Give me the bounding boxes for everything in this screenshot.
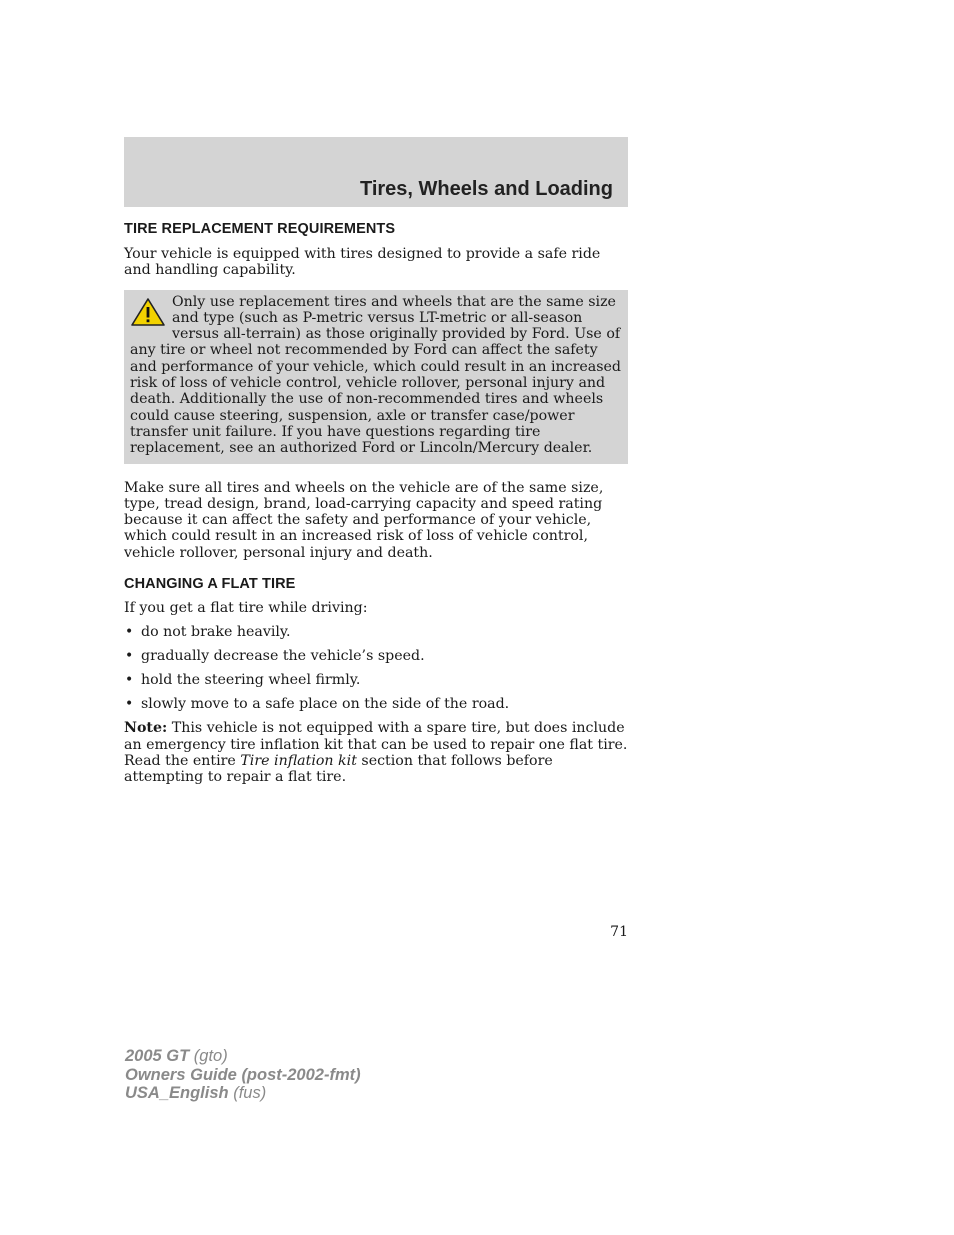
list-item-text: gradually decrease the vehicle’s speed.: [141, 648, 425, 665]
warning-box: [124, 290, 628, 464]
chapter-title: Tires, Wheels and Loading: [359, 178, 613, 200]
note-label: Note:: [124, 720, 168, 737]
flat-tire-intro: If you get a flat tire while driving:: [124, 600, 368, 617]
list-item-text: do not brake heavily.: [141, 624, 291, 641]
footer-model-code: (gto): [189, 1047, 228, 1065]
note-paragraph: [124, 720, 628, 785]
footer-line-2: [125, 1066, 361, 1085]
flat-tire-steps-list: [124, 624, 628, 712]
note-text-part2: section that follows before attempting to repair a flat tire.: [124, 752, 553, 786]
list-item: [124, 648, 628, 664]
bullet-dot-icon: •: [125, 672, 134, 689]
bullet-dot-icon: •: [125, 696, 134, 713]
page-number: 71: [610, 924, 628, 940]
note-italic-reference: Tire inflation kit: [240, 752, 357, 769]
manual-page: [124, 137, 628, 785]
chapter-header-band: [124, 137, 628, 207]
tire-replacement-intro: Your vehicle is equipped with tires designed to provide a safe ride and handling capability.: [124, 246, 601, 279]
footer-line-1: [125, 1047, 361, 1066]
warning-triangle-icon: [130, 297, 166, 327]
footer-line-3: [125, 1084, 361, 1103]
section-heading-tire-replacement: TIRE REPLACEMENT REQUIREMENTS: [124, 221, 396, 237]
footer-model: 2005 GT: [125, 1047, 190, 1065]
bullet-dot-icon: •: [125, 624, 134, 641]
footer-language-code: (fus): [228, 1084, 267, 1102]
note-text-part1: This vehicle is not equipped with a spare tire, but does include an emergency tire inflation kit that can be used to repair one flat tire. Read the entire: [124, 720, 628, 769]
footer-guide: Owners Guide (post-2002-fmt): [125, 1065, 361, 1084]
tire-matching-paragraph: Make sure all tires and wheels on the vehicle are of the same size, type, tread design, brand, load-carrying capacity and speed rating because it can affect the safety and performance of your vehicle, which could result in an increased risk of loss of vehicle control, vehicle rollover, personal injury and death.: [124, 479, 604, 561]
list-item: [124, 624, 628, 640]
list-item: [124, 696, 628, 712]
bullet-dot-icon: •: [125, 648, 134, 665]
document-footer: [125, 1047, 361, 1103]
section-heading-flat-tire: CHANGING A FLAT TIRE: [124, 576, 296, 593]
list-item-text: hold the steering wheel firmly.: [141, 672, 361, 689]
list-item: [124, 672, 628, 688]
footer-language: USA_English: [125, 1084, 229, 1102]
list-item-text: slowly move to a safe place on the side of the road.: [141, 696, 510, 713]
warning-text: Only use replacement tires and wheels that are the same size and type (such as P-metric versus LT-metric or all-season versus all-terrain) as those originally provided by Ford. Use of any tire or wheel not recommended by Ford can affect the safety and performance of your vehicle, which could result in an increased risk of loss of vehicle control, vehicle rollover, personal injury and death. Additionally the use of non-recommended tires and wheels could cause steering, suspension, axle or transfer case/power transfer unit failure. If you have questions regarding tire replacement, see an authorized Ford or Lincoln/Mercury dealer.: [130, 293, 622, 457]
